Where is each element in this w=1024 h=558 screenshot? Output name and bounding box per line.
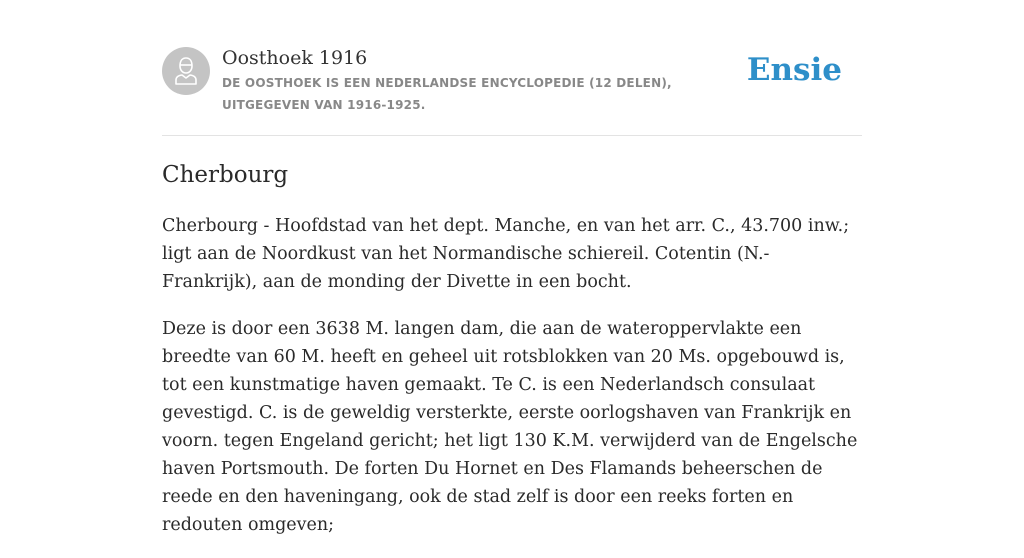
header-divider	[162, 135, 862, 136]
user-icon[interactable]	[162, 47, 210, 95]
source-description: DE OOSTHOEK IS EEN NEDERLANDSE ENCYCLOPEDIE (12 DELEN), UITGEGEVEN VAN 1916-1925.	[222, 76, 672, 112]
source-header	[162, 46, 862, 116]
entry-body	[162, 212, 862, 558]
entry-title: Cherbourg	[162, 162, 289, 188]
ensie-logo[interactable]: Ensie	[746, 52, 842, 88]
entry-paragraph: Deze is door een 3638 M. langen dam, die aan de wateroppervlakte een breedte van 60 M. heeft en geheel uit rotsblokken van 20 Ms. opgebouwd is, tot een kunstmatige haven gemaakt. Te C. is een Nederlandsch consulaat gevestigd. C. is de geweldig versterkte, eerste oorlogshaven van Frankrijk en voorn. tegen Engeland gericht; het ligt 130 K.M. verwijderd van de Engelsche haven Portsmouth. De forten Du Hornet en Des Flamands beheerschen de reede en den haveningang, ook de stad zelf is door een reeks forten en redouten omgeven;	[162, 319, 858, 535]
source-title[interactable]: Oosthoek 1916	[222, 47, 368, 69]
entry-paragraph: Cherbourg - Hoofdstad van het dept. Manche, en van het arr. C., 43.700 inw.; ligt aan de Noordkust van het Normandische schiereil. Cotentin (N.-Frankrijk), aan de monding der Divette in een bocht.	[162, 216, 850, 292]
